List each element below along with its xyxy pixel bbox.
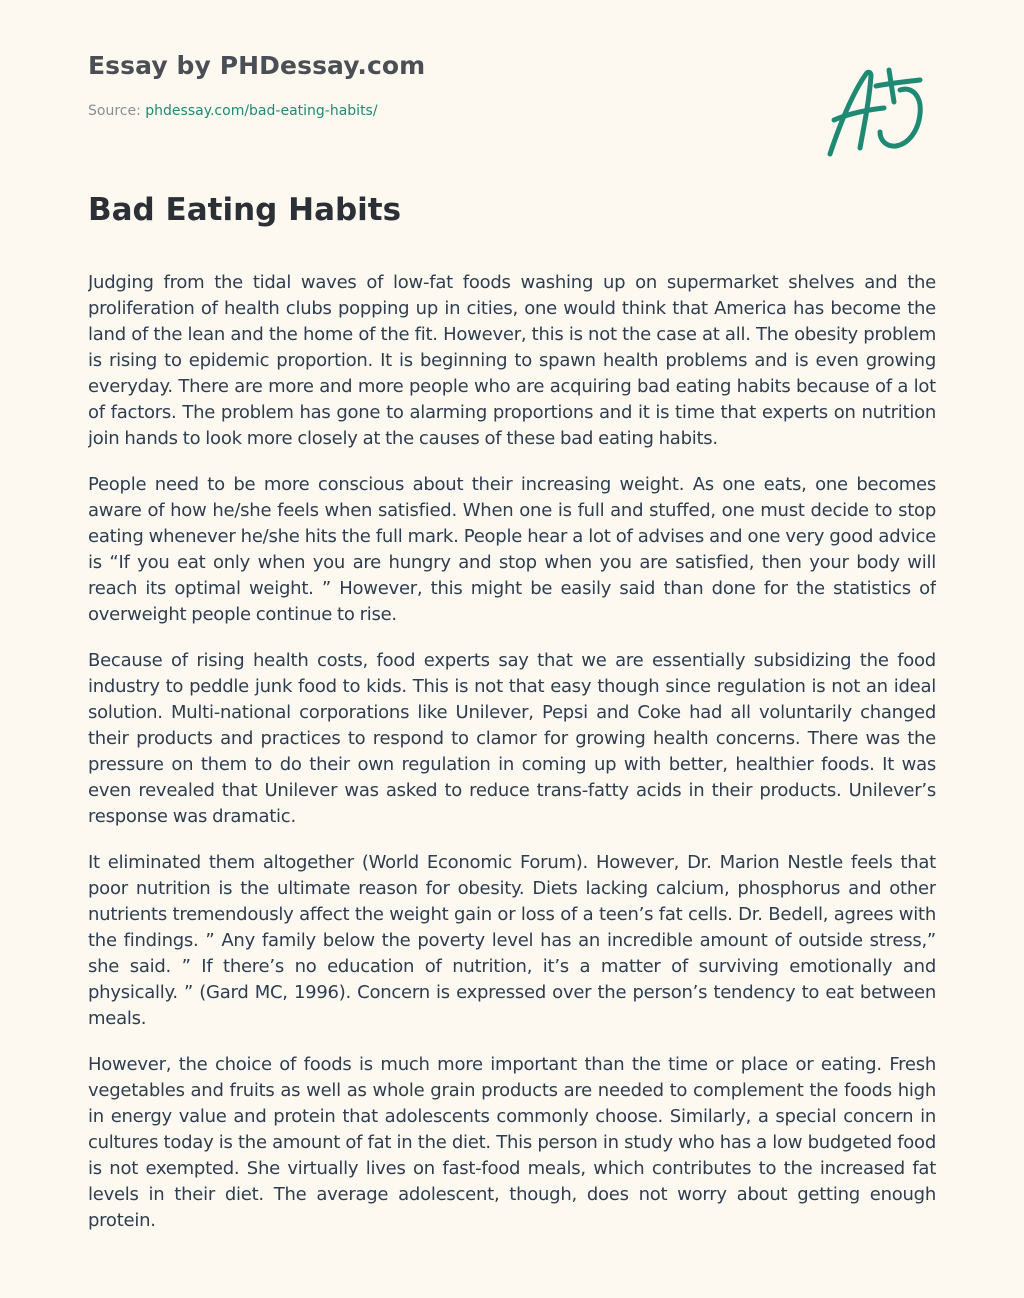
essay-body — [88, 270, 936, 1252]
page-header — [88, 50, 425, 120]
essay-title: Bad Eating Habits — [88, 192, 402, 228]
paragraph: It eliminated them altogether (World Economic Forum). However, Dr. Marion Nestle feels that poor nutrition is the ultimate reason for obesity. Diets lacking calcium, phosphorus and other nutrients tremendously affect the weight gain or loss of a teen’s fat cells. Dr. Bedell, agrees with the findings. ” Any family below the poverty level has an incredible amount of outside stress,” she said. ” If there’s no education of nutrition, it’s a matter of surviving emotionally and physically. ” (Gard MC, 1996). Concern is expressed over the person’s tendency to eat between meals. — [88, 852, 936, 1029]
paragraph: Because of rising health costs, food experts say that we are essentially subsidizing the food industry to peddle junk food to kids. This is not that easy though since regulation is not an ideal solution. Multi-national corporations like Unilever, Pepsi and Coke had all voluntarily changed their products and practices to respond to clamor for growing health concerns. There was the pressure on them to do their own regulation in coming up with better, healthier foods. It was even revealed that Unilever was asked to reduce trans-fatty acids in their products. Unilever’s response was dramatic. — [88, 650, 936, 827]
site-title: Essay by PHDessay.com — [88, 51, 426, 80]
source-line — [88, 102, 425, 120]
paragraph: Judging from the tidal waves of low-fat foods washing up on supermarket shelves and the proliferation of health clubs popping up in cities, one would think that America has become the land of the lean and the home of the fit. However, this is not the case at all. The obesity problem is rising to epidemic proportion. It is beginning to spawn health problems and is even growing everyday. There are more and more people who are acquiring bad eating habits because of a lot of factors. The problem has gone to alarming proportions and it is time that experts on nutrition join hands to look more closely at the causes of these bad eating habits. — [88, 272, 936, 449]
source-link[interactable]: phdessay.com/bad-eating-habits/ — [145, 103, 378, 119]
a-plus-grade-icon — [822, 62, 932, 162]
paragraph: However, the choice of foods is much more important than the time or place or eating. Fresh vegetables and fruits as well as whole grain products are needed to complement the foods high in energy value and protein that adolescents commonly choose. Similarly, a special concern in cultures today is the amount of fat in the diet. This person in study who has a low budgeted food is not exempted. She virtually lives on fast-food meals, which contributes to the increased fat levels in their diet. The average adolescent, though, does not worry about getting enough protein. — [88, 1054, 936, 1231]
paragraph: People need to be more conscious about their increasing weight. As one eats, one becomes aware of how he/she feels when satisfied. When one is full and stuffed, one must decide to stop eating whenever he/she hits the full mark. People hear a lot of advises and one very good advice is “If you eat only when you are hungry and stop when you are satisfied, then your body will reach its optimal weight. ” However, this might be easily said than done for the statistics of overweight people continue to rise. — [88, 474, 936, 625]
source-label: Source: — [88, 103, 141, 119]
